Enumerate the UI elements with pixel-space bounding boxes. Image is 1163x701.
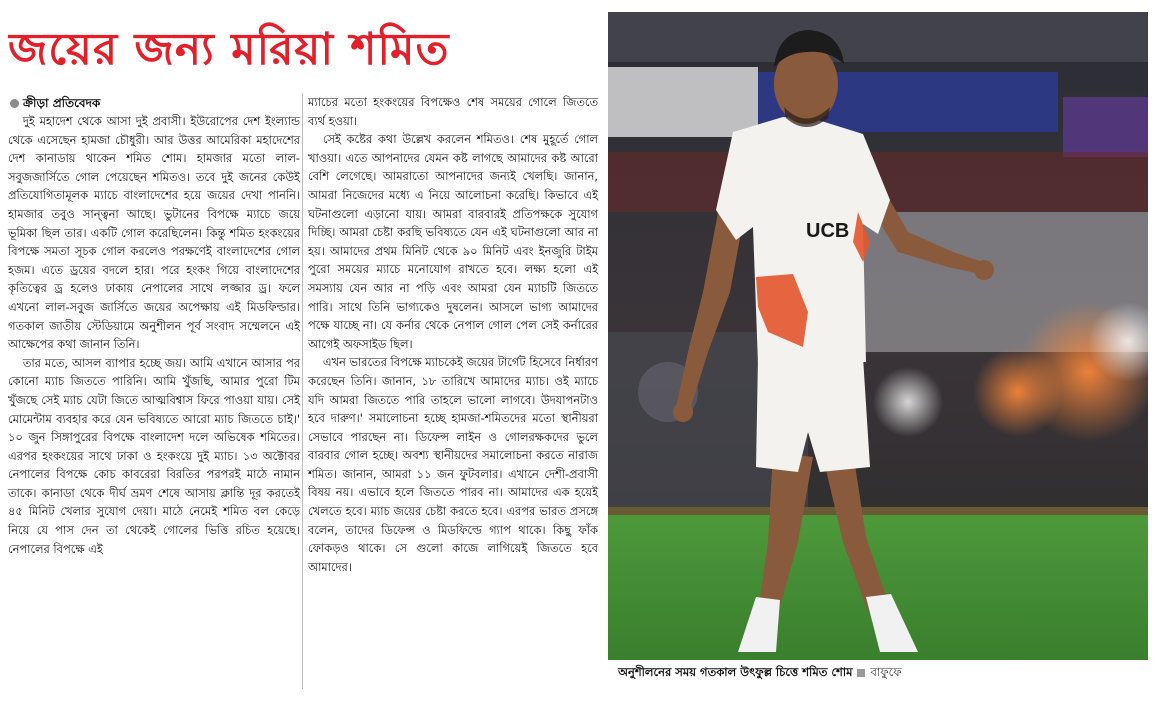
- caption-text: অনুশীলনের সময় গতকাল উৎফুল্ল চিত্তে শমিত শোম: [618, 665, 853, 679]
- paragraph: দুই মহাদেশ থেকে আসা দুই প্রবাসী। ইউরোপের দেশ ইংল্যান্ড থেকে এসেছেন হামজা চৌধুরী। আর উত্তর আমেরিকা মহাদেশের দেশ কানাডায় থাকেন শমিত শোম। হামজার মতো লাল-সবুজজার্সিতে গোল পেয়েছেন শমিতও। তবে দুই জনের কেউই প্রতিযোগিতামূলক ম্যাচে বাংলাদেশের হয়ে জয়ের দেখা পাননি। হামজার তবুও সান্ত্বনা আছে। ভুটানের বিপক্ষে ম্যাচে জয়ে ভূমিকা ছিল তার। একটি গোল করেছিলেন। কিন্তু শমিত হংকংয়ের বিপক্ষে সমতা সূচক গোল করলেও পরক্ষণেই বাংলাদেশের গোল হজম। এতে ড্রয়ের বদলে হার। পরে হংকং গিয়ে বাংলাদেশের কৃতিত্বের ড্র হলেও ঢাকায় নেপালের সাথে লজ্জার ড্র। ফলে এখনো লাল-সবুজ জার্সিতে জয়ের অপেক্ষায় এই মিডফিল্ডার। গতকাল জাতীয় স্টেডিয়ামে অনুশীলন পূর্ব সংবাদ সম্মেলনে এই আক্ষেপের কথা জানান তিনি।: [8, 114, 300, 352]
- paragraph: সেই কষ্টের কথা উল্লেখ করলেন শমিতও। শেষ মুহূর্তে গোল খাওয়া। এতে আপনাদের যেমন কষ্ট লাগছে আমাদের কষ্ট আরো বেশি লেগেছে। আমরাতো আপনাদের জন্যই খেলছি। জানান, আমরা নিজেদের মধ্যে এ নিয়ে আলোচনা করেছি। কিভাবে এই ঘটনাগুলো এড়ানো যায়। আমরা বারবারই প্রতিপক্ষকে সুযোগ দিচ্ছি। আমরা চেষ্টা করছি ভবিষ্যতে যেন এই ঘটনাগুলো আর না হয়। আমাদের প্রথম মিনিট থেকে ৯০ মিনিট এবং ইনজুরি টাইম পুরো সময়ের ম্যাচে মনোযোগ রাখতে হবে। লক্ষ্য হলো এই সমস্যায় যেন আর না পড়ি এবং আমরা যেন ম্যাচটি জিততে পারি। সাথে তিনি ভাগ্যকেও দুষলেন। আসলে ভাগ্য আমাদের পক্ষে যাচ্ছে না। যে কর্নার থেকে নেপাল গোল পেল সেই কর্নারের আগেই অফসাইড ছিল।: [308, 132, 598, 351]
- bullet-icon: [10, 99, 19, 108]
- article-column-1: [8, 112, 300, 558]
- byline-text: ক্রীড়া প্রতিবেদক: [23, 96, 101, 110]
- column-divider: [302, 93, 303, 689]
- player-photo: [608, 12, 1148, 660]
- article-column-2: [308, 93, 598, 576]
- paragraph: তার মতে, আসল ব্যাপার হচ্ছে জয়। আমি এখানে আসার পর কোনো ম্যাচ জিততে পারিনি। আমি খুঁজছি, আমার পুরো টিম খুঁজছে সেই ম্যাচ যেটা জিতে আত্মবিশ্বাস ফিরে পাওয়া যায়। সেই মোমেন্টাম ব্যবহার করে যেন ভবিষ্যতে আরো ম্যাচ জিততে চাই।' ১০ জুন সিঙ্গাপুরের বিপক্ষে বাংলাদেশ দলে অভিষেক শমিতের। এরপর হংকংয়ের সাথে ঢাকা ও হংকংয়ে দুই ম্যাচ। ১৩ অক্টোবর নেপালের বিপক্ষে কোচ কাবরেরা বিরতির পরপরই মাঠে নামান তাকে। কানাডা থেকে দীর্ঘ ভ্রমণ শেষে আসায় ক্লান্তি দূর করতেই ৪৫ মিনিট খেলার সুযোগ দেয়া। মাঠে নেমেই শমিত বল কেড়ে নিয়ে যে পাস দেন তা থেকেই গোলের ভিত্তি রচিত হয়েছে। নেপালের বিপক্ষে এই: [8, 355, 300, 556]
- photo-caption: [618, 664, 902, 683]
- headline: জয়ের জন্য মরিয়া শমিত: [8, 24, 450, 75]
- paragraph: এখন ভারতের বিপক্ষে ম্যাচকেই জয়ের টার্গেট হিসেবে নির্ধারণ করেছেন তিনি। জানান, ১৮ তারিখে আমাদের ম্যাচ। ওই ম্যাচে যদি আমরা জিততে পারি তাহলে ভালো লাগবে। উদযাপনটাও হবে দারুণ।' সমালোচনা হচ্ছে হামজা-শমিতদের মতো স্থানীয়রা সেভাবে পারছেন না। ডিফেন্স লাইন ও গোলরক্ষকদের ভুলে বারবার গোল হচ্ছে। অবশ্য স্থানীয়দের সমালোচনা করতে নারাজ শমিত। জানান, আমরা ১১ জন ফুটবলার। এখানে দেশী-প্রবাসী বিষয় নয়। এভাবে হলে জিততে পারব না। আমাদের এক হয়েই খেলতে হবে। ম্যাচ জয়ের চেষ্টা করতে হবে। এরপর ভারত প্রসঙ্গে বলেন, তাদের ডিফেন্স ও মিডফিল্ডে গ্যাপ থাকে। কিছু ফাঁক ফোকড়ও থাকে। সে গুলো কাজে লাগিয়েই জিততে হবে আমাদের।: [308, 355, 598, 574]
- caption-separator-icon: [857, 669, 865, 677]
- paragraph: ম্যাচের মতো হংকংয়ের বিপক্ষেও শেষ সময়ের গোলে জিততে ব্যর্থ হওয়া।: [308, 95, 598, 128]
- photo-illustration: [608, 12, 1148, 660]
- jersey-sponsor-text: UCB: [806, 220, 850, 242]
- photo-credit: বাফুফে: [870, 665, 902, 679]
